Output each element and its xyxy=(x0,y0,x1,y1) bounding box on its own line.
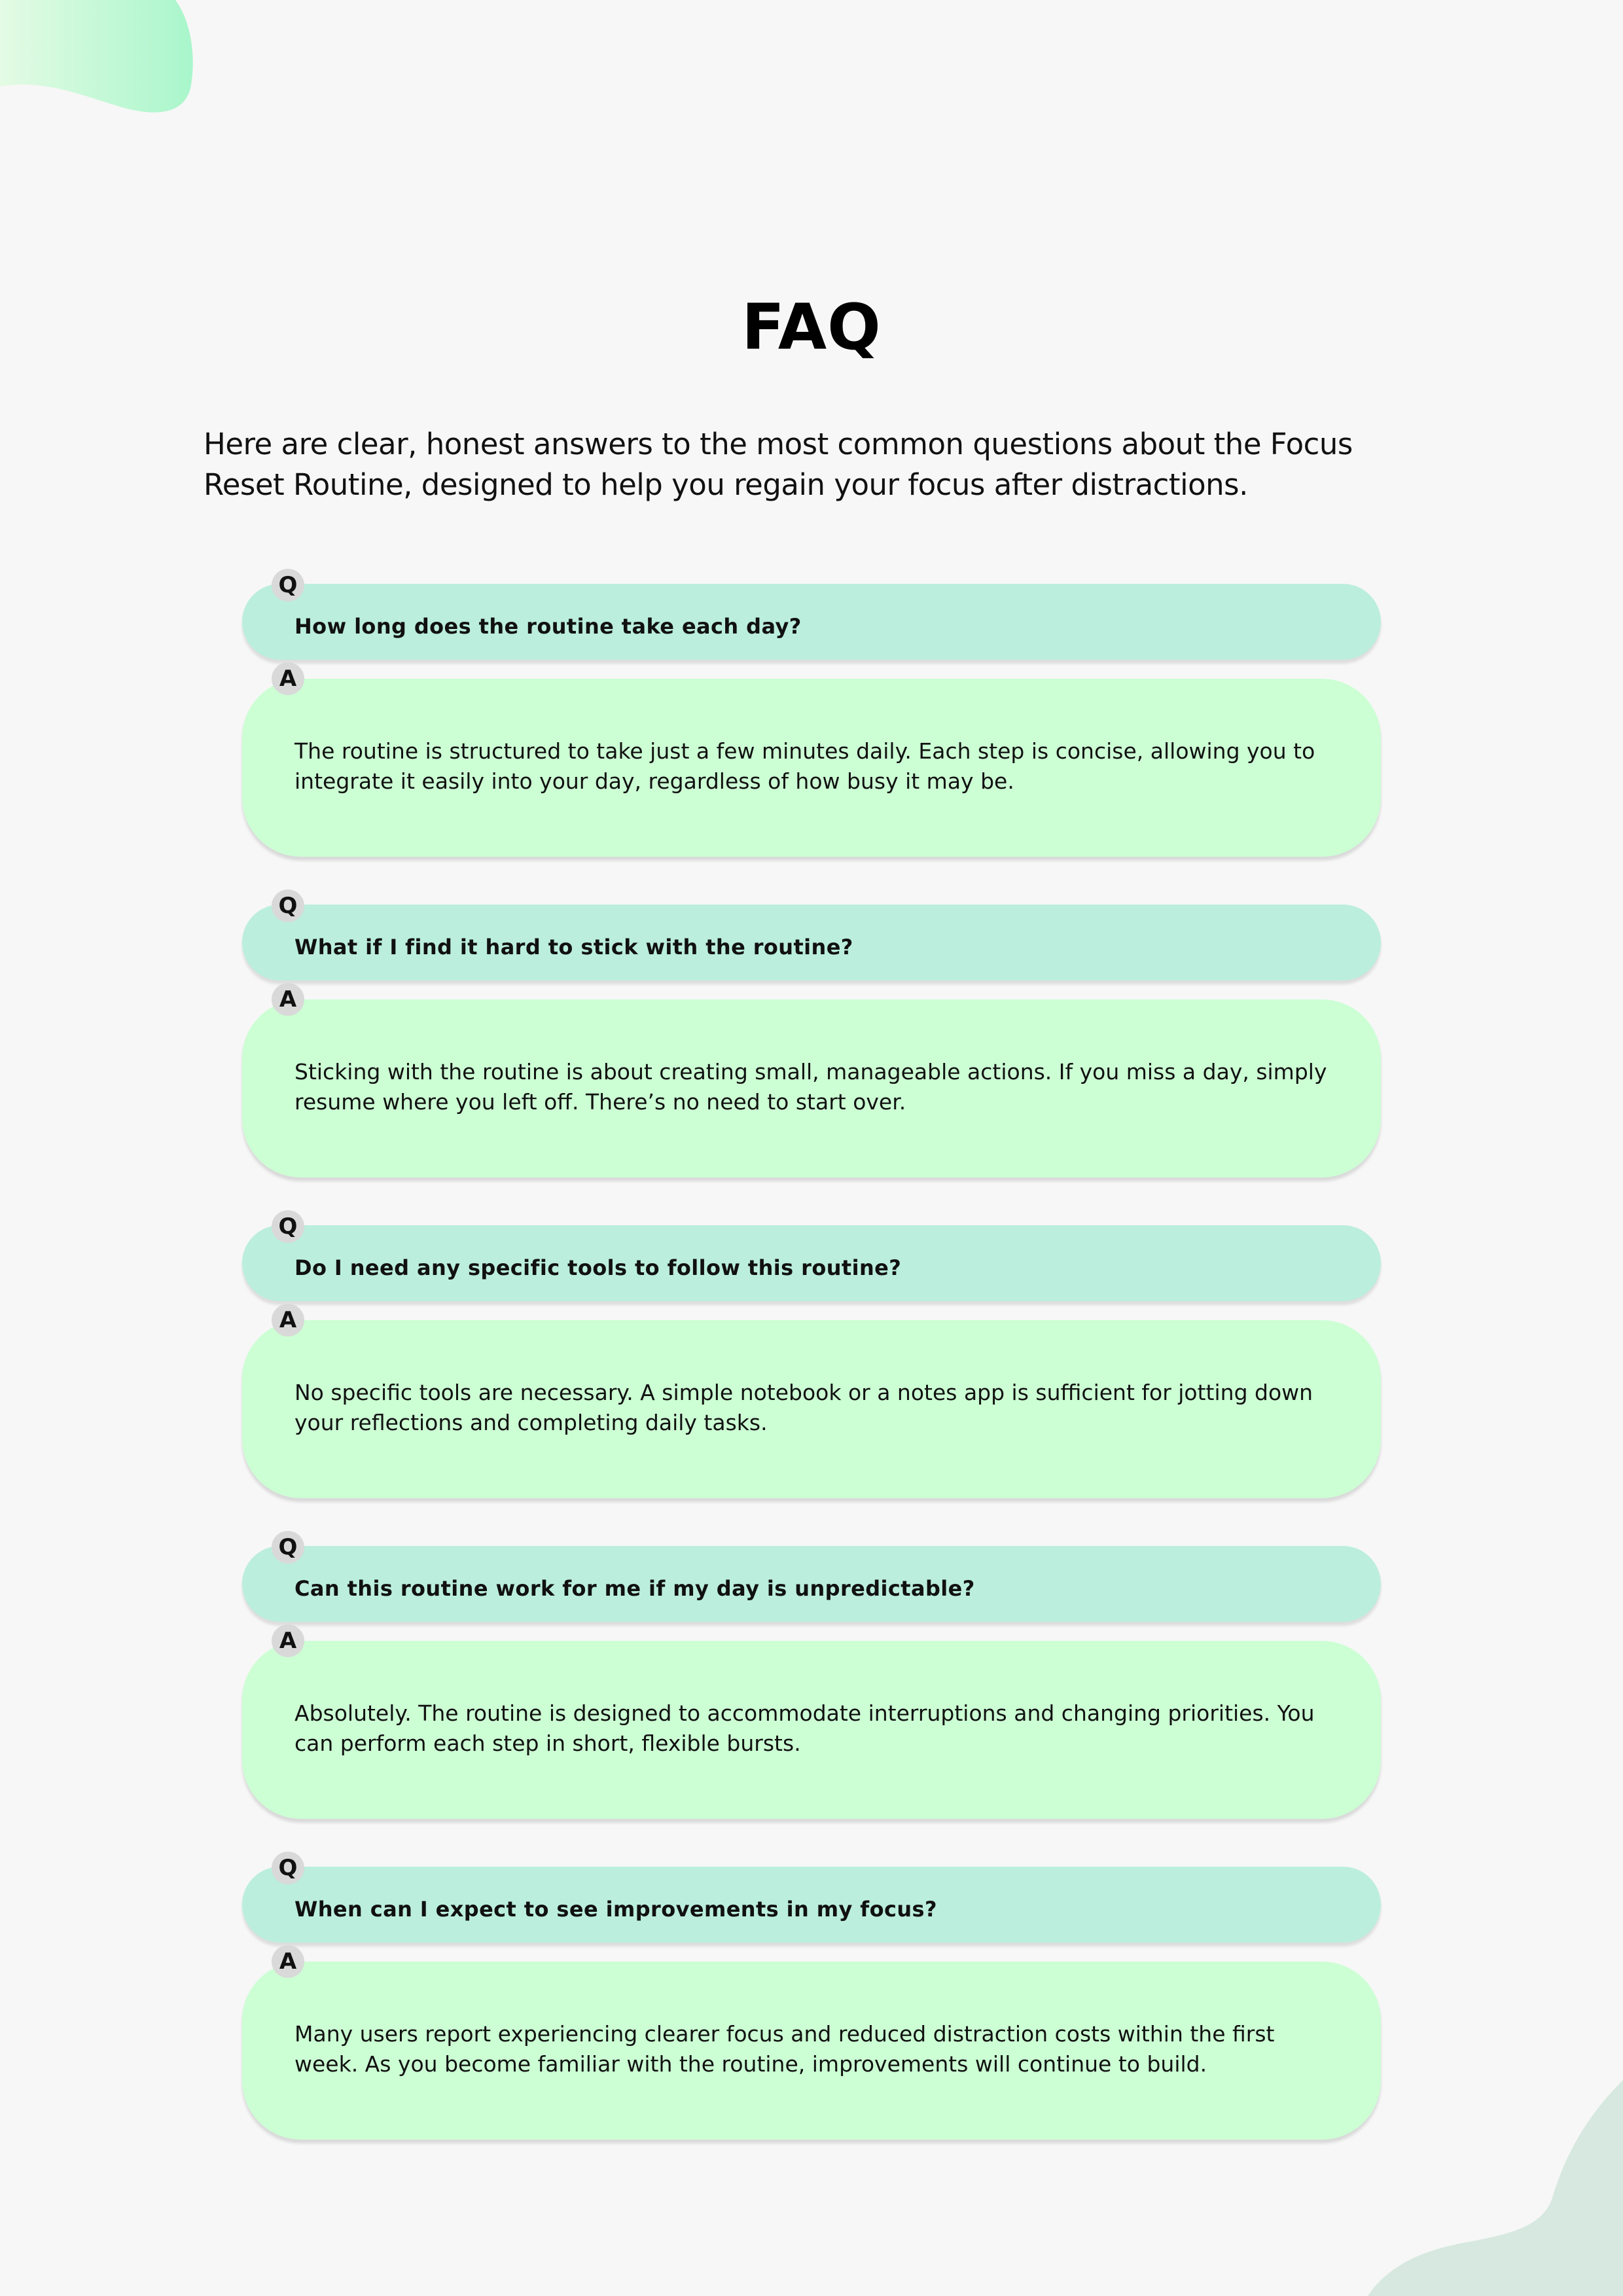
question-box xyxy=(242,1867,1381,1943)
answer-text: No specific tools are necessary. A simple notebook or a notes app is sufficient for jotting down your reflections and completing daily tasks. xyxy=(294,1380,1313,1435)
question-text: When can I expect to see improvements in my focus? xyxy=(294,1897,937,1922)
question-box xyxy=(242,1546,1381,1622)
question-box xyxy=(242,584,1381,660)
answer-badge: A xyxy=(272,1304,304,1336)
question-badge: Q xyxy=(272,1531,304,1564)
answer-box xyxy=(242,1320,1381,1498)
question-text: What if I find it hard to stick with the routine? xyxy=(294,935,853,960)
answer-badge: A xyxy=(272,1945,304,1978)
faq-item xyxy=(242,893,1381,1225)
answer-text: Absolutely. The routine is designed to accommodate interruptions and changing priorities. You can perform each step in short, flexible bursts. xyxy=(294,1700,1315,1756)
answer-badge: A xyxy=(272,1624,304,1657)
answer-badge: A xyxy=(272,662,304,695)
question-badge: Q xyxy=(272,1210,304,1243)
decorative-blob-top-left xyxy=(0,0,203,124)
question-box xyxy=(242,905,1381,980)
faq-item xyxy=(242,1855,1381,2187)
answer-badge: A xyxy=(272,983,304,1016)
page-title: FAQ xyxy=(741,291,882,364)
answer-text: The routine is structured to take just a few minutes daily. Each step is concise, allowing you to integrate it easily into your day, regardless of how busy it may be. xyxy=(294,738,1315,794)
question-text: Can this routine work for me if my day is unpredictable? xyxy=(294,1576,975,1601)
question-text: Do I need any specific tools to follow this routine? xyxy=(294,1255,902,1280)
faq-item xyxy=(242,1213,1381,1546)
answer-box xyxy=(242,1962,1381,2140)
answer-text: Many users report experiencing clearer focus and reduced distraction costs within the first week. As you become familiar with the routine, improvements will continue to build. xyxy=(294,2021,1275,2077)
answer-box xyxy=(242,679,1381,857)
question-badge: Q xyxy=(272,889,304,922)
question-badge: Q xyxy=(272,1852,304,1884)
faq-item xyxy=(242,572,1381,905)
question-text: How long does the routine take each day? xyxy=(294,614,802,639)
answer-text: Sticking with the routine is about creating small, manageable actions. If you miss a day, simply resume where you left off. There’s no need to start over. xyxy=(294,1059,1327,1115)
answer-box xyxy=(242,1641,1381,1819)
question-box xyxy=(242,1225,1381,1301)
faq-item xyxy=(242,1534,1381,1867)
answer-box xyxy=(242,999,1381,1177)
intro-paragraph: Here are clear, honest answers to the most common questions about the Focus Reset Routine, designed to help you regain your focus after distractions. xyxy=(204,427,1353,502)
faq-list xyxy=(242,572,1381,2187)
decorative-blob-bottom-right xyxy=(1348,2080,1623,2296)
question-badge: Q xyxy=(272,569,304,601)
